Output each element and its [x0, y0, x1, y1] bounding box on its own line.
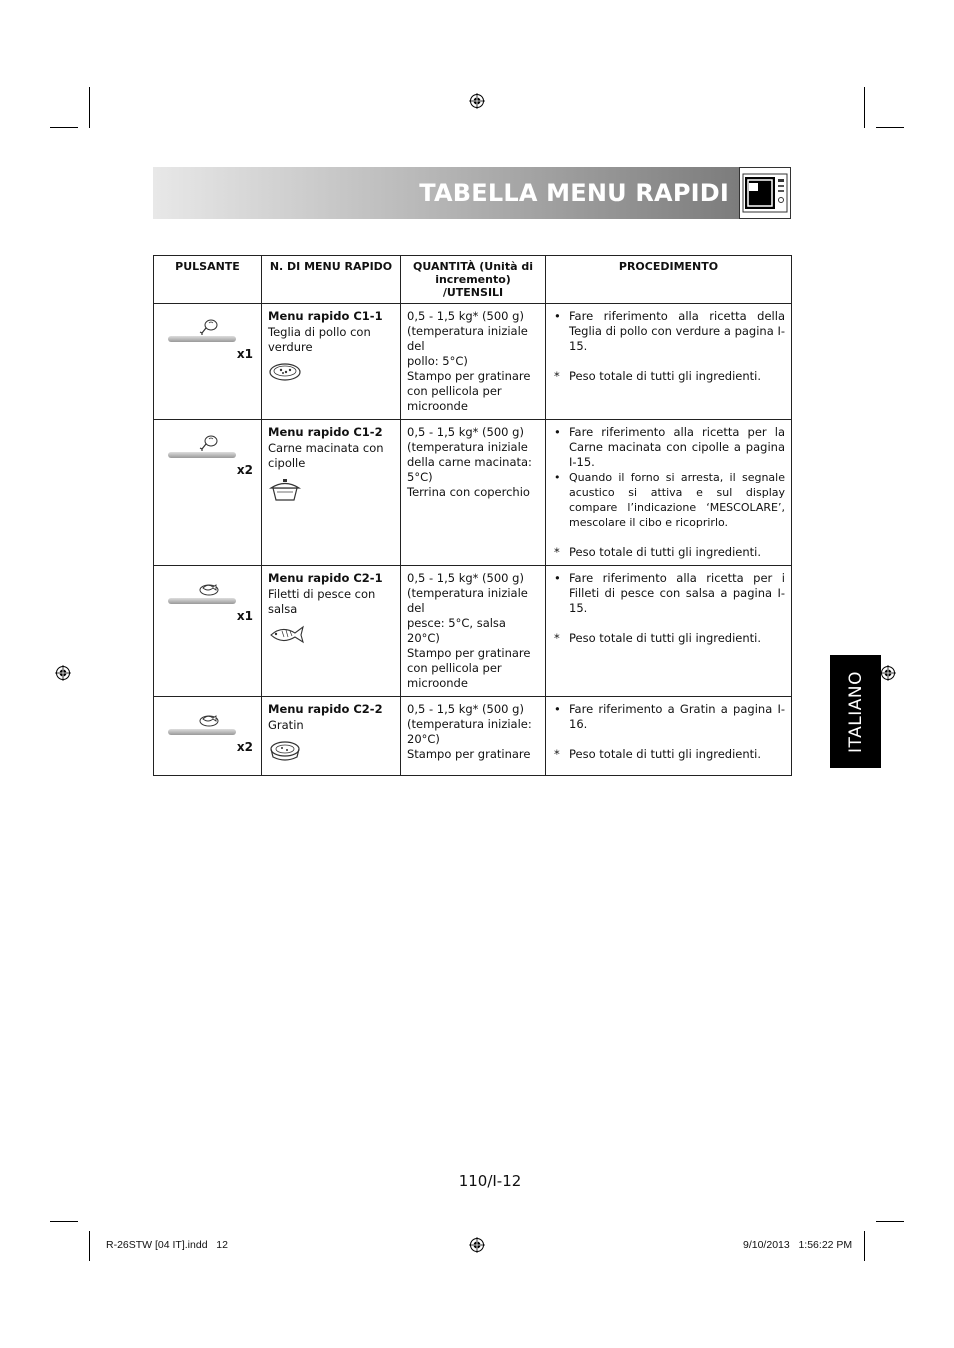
- language-tab: [830, 655, 881, 768]
- menu-description: Gratin: [268, 718, 304, 732]
- procedure-cell: [546, 420, 792, 566]
- column-header: PROCEDIMENTO: [546, 256, 792, 304]
- registration-mark-top-icon: [469, 93, 485, 109]
- procedure-note: * Peso totale di tutti gli ingredienti.: [554, 545, 762, 559]
- procedure-cell: [546, 697, 792, 776]
- quick-menu-button-bar: [168, 729, 236, 735]
- menu-cell: [262, 697, 401, 776]
- procedure-step: • Fare riferimento alla ricetta della Teglia di pollo con verdure a pagina I-15.: [554, 309, 785, 353]
- crop-mark-bottom-left-h: [50, 1221, 78, 1222]
- procedure-cell: [546, 566, 792, 697]
- quick-menu-button-bar: [168, 336, 236, 342]
- quick-menu-button-bar: [168, 598, 236, 604]
- registration-mark-right-icon: [880, 665, 896, 681]
- quick-menu-button-bar: [168, 452, 236, 458]
- registration-mark-bottom-icon: [469, 1237, 485, 1253]
- crop-mark-bottom-right-v: [864, 1231, 865, 1261]
- menu-cell: [262, 304, 401, 420]
- crop-mark-top-left-v: [89, 87, 90, 128]
- quantity-cell: 0,5 - 1,5 kg* (500 g) (temperatura iniziale della carne macinata: 5°C) Terrina con coperchio: [401, 420, 546, 566]
- fish-plate-icon: [198, 579, 220, 597]
- procedure-step: • Fare riferimento alla ricetta per la Carne macinata con cipolle a pagina I-15.: [554, 425, 785, 469]
- chicken-leg-icon: [198, 433, 220, 453]
- table-row: [154, 697, 792, 776]
- crop-mark-bottom-right-h: [876, 1221, 904, 1222]
- gratin-dish-icon: [268, 361, 302, 383]
- menu-description: Carne macinata con cipolle: [268, 441, 384, 470]
- column-header: PULSANTE: [154, 256, 262, 304]
- quantity-cell: 0,5 - 1,5 kg* (500 g) (temperatura iniziale: 20°C) Stampo per gratinare: [401, 697, 546, 776]
- press-multiplier: x2: [236, 463, 253, 477]
- procedure-note: * Peso totale di tutti gli ingredienti.: [554, 369, 762, 383]
- quantity-cell: 0,5 - 1,5 kg* (500 g) (temperatura iniziale del pesce: 5°C, salsa 20°C) Stampo per gratinare con pellicola per microonde: [401, 566, 546, 697]
- quantity-cell: 0,5 - 1,5 kg* (500 g) (temperatura iniziale del pollo: 5°C) Stampo per gratinare con pellicola per microonde: [401, 304, 546, 420]
- crop-mark-top-right-v: [864, 87, 865, 128]
- procedure-step: • Quando il forno si arresta, il segnale acustico si attiva e sul display compare l’indicazione ‘MESCOLARE’, mescolare il cibo e ricoprirlo.: [554, 471, 785, 529]
- button-cell: [154, 420, 262, 566]
- menu-name: Menu rapido C2-1: [268, 571, 383, 585]
- press-multiplier: x1: [236, 347, 253, 361]
- microwave-icon: [739, 167, 791, 219]
- title-bar: [153, 167, 739, 219]
- button-cell: [154, 304, 262, 420]
- menu-name: Menu rapido C1-2: [268, 425, 383, 439]
- crop-mark-top-right-h: [876, 127, 904, 128]
- crop-mark-top-left-h: [50, 127, 78, 128]
- procedure-note: * Peso totale di tutti gli ingredienti.: [554, 747, 762, 761]
- registration-mark-left-icon: [55, 665, 71, 681]
- crop-mark-bottom-left-v: [89, 1231, 90, 1261]
- table-row: [154, 566, 792, 697]
- procedure-cell: [546, 304, 792, 420]
- menu-cell: [262, 420, 401, 566]
- menu-description: Filetti di pesce con salsa: [268, 587, 376, 616]
- menu-name: Menu rapido C2-2: [268, 702, 383, 716]
- procedure-step: • Fare riferimento a Gratin a pagina I-16.: [554, 702, 785, 731]
- fish-icon: [268, 623, 306, 645]
- column-header: QUANTITÀ (Unità di incremento) /UTENSILI: [401, 256, 546, 304]
- quick-menu-table: [153, 255, 792, 776]
- column-header: N. DI MENU RAPIDO: [262, 256, 401, 304]
- covered-casserole-icon: [268, 477, 302, 503]
- footer-file-name: R-26STW [04 IT].indd 12: [106, 1239, 228, 1251]
- fish-plate-icon: [198, 710, 220, 728]
- button-cell: [154, 697, 262, 776]
- menu-name: Menu rapido C1-1: [268, 309, 383, 323]
- chicken-leg-icon: [198, 317, 220, 337]
- table-row: [154, 420, 792, 566]
- footer-timestamp: 9/10/2013 1:56:22 PM: [743, 1239, 853, 1251]
- menu-description: Teglia di pollo con verdure: [268, 325, 371, 354]
- gratin-dish-icon: [268, 739, 302, 763]
- table-header-row: [154, 256, 792, 304]
- page-number: 110/I-12: [458, 1172, 522, 1190]
- button-cell: [154, 566, 262, 697]
- table-row: [154, 304, 792, 420]
- press-multiplier: x1: [236, 609, 253, 623]
- procedure-step: • Fare riferimento alla ricetta per i Filleti di pesce con salsa a pagina I-15.: [554, 571, 785, 615]
- language-label: ITALIANO: [845, 670, 866, 753]
- procedure-note: * Peso totale di tutti gli ingredienti.: [554, 631, 762, 645]
- press-multiplier: x2: [236, 740, 253, 754]
- page-title: TABELLA MENU RAPIDI: [419, 179, 729, 207]
- menu-cell: [262, 566, 401, 697]
